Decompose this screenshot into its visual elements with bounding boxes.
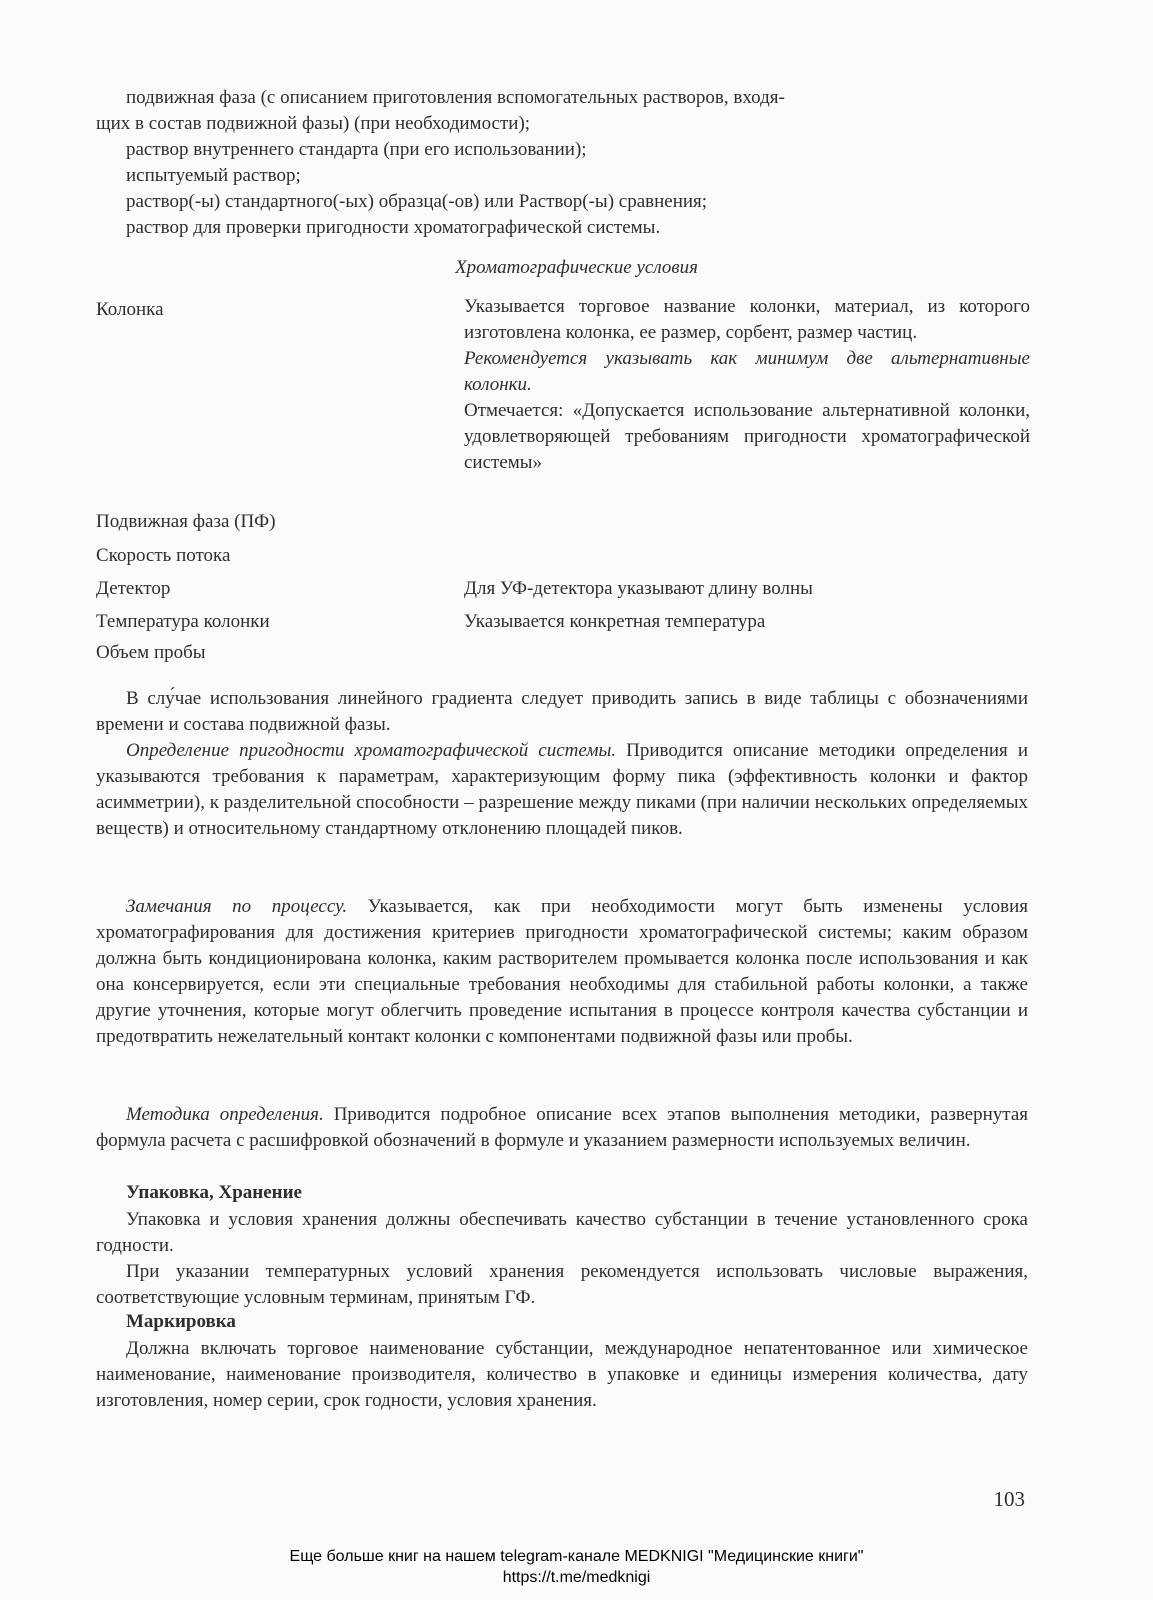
list-item: испытуемый раствор; xyxy=(126,165,301,186)
chrom-conditions-heading: Хроматографические условия xyxy=(455,257,698,278)
method-paragraph xyxy=(96,1102,1028,1154)
remarks-paragraph xyxy=(96,894,1028,1050)
footer-line-1: Еще больше книг на нашем telegram-канале MEDKNIGI "Медицинские книги" xyxy=(289,1548,864,1565)
list-item: подвижная фаза (с описанием приготовления вспомогательных растворов, входя- xyxy=(126,87,785,108)
column-note: Отмечается: «Допускается использование альтернативной колонки, удовлетворяющей требованиям пригодности хроматографической системы» xyxy=(464,400,1030,473)
packaging-paragraph-2: При указании температурных условий хранения рекомендуется использовать числовые выражения, соответствующие условным терминам, принятым ГФ. xyxy=(96,1261,1028,1308)
column-recommendation: Рекомендуется указывать как минимум две альтернативные колонки. xyxy=(464,348,1030,395)
intro-list xyxy=(96,85,1028,241)
method-title: Методика определения. xyxy=(126,1104,324,1125)
suitability-text: Приводится описание методики определения и указываются требования к параметрам, характеризующим форму пика (эффективность колонки и фактор асимметрии), к разделительной способности – разрешение между пиками (при наличии нескольких определяемых веществ) и относительному стандартному отклонению площадей пиков. xyxy=(96,740,1029,839)
detector-description: Для УФ-детектора указывают длину волны xyxy=(464,578,813,599)
gradient-paragraph: В слу́чае использования линейного градиента следует приводить запись в виде таблицы с обозначениями времени и состава подвижной фазы. xyxy=(96,688,1028,735)
suitability-paragraph xyxy=(96,738,1028,842)
list-item: щих в состав подвижной фазы) (при необходимости); xyxy=(96,113,531,134)
column-description xyxy=(464,294,1030,476)
method-text: Приводится подробное описание всех этапов выполнения методики, развернутая формула расчета с расшифровкой обозначений в формуле и указанием размерности используемых величин. xyxy=(96,1104,1028,1151)
labeling-heading: Маркировка xyxy=(126,1311,236,1332)
injection-volume-label: Объем пробы xyxy=(96,642,206,663)
temperature-description: Указывается конкретная температура xyxy=(464,611,766,632)
list-item: раствор для проверки пригодности хроматографической системы. xyxy=(126,217,661,238)
flow-rate-label: Скорость потока xyxy=(96,545,231,566)
column-desc-text: Указывается торговое название колонки, материал, из которого изготовлена колонка, ее размер, сорбент, размер частиц. xyxy=(464,296,1030,343)
footer-link[interactable]: https://t.me/medknigi xyxy=(502,1569,651,1586)
packaging-paragraph-1: Упаковка и условия хранения должны обеспечивать качество субстанции в течение установленного срока годности. xyxy=(96,1209,1028,1256)
column-label: Колонка xyxy=(96,299,164,320)
labeling-paragraph: Должна включать торговое наименование субстанции, международное непатентованное или химическое наименование, наименование производителя, количество в упаковке и единицы измерения количества, дату изготовления, номер серии, срок годности, условия хранения. xyxy=(96,1338,1028,1411)
mobile-phase-label: Подвижная фаза (ПФ) xyxy=(96,511,276,532)
list-item: раствор(-ы) стандартного(-ых) образца(-ов) или Раствор(-ы) сравнения; xyxy=(126,191,708,212)
temperature-label: Температура колонки xyxy=(96,611,270,632)
detector-label: Детектор xyxy=(96,578,171,599)
suitability-title: Определение пригодности хроматографической системы. xyxy=(126,740,617,761)
footer-promo xyxy=(0,1546,1153,1588)
list-item: раствор внутреннего стандарта (при его использовании); xyxy=(126,139,587,160)
remarks-title: Замечания по процессу. xyxy=(126,896,348,917)
page-number: 103 xyxy=(993,1487,1025,1511)
remarks-text: Указывается, как при необходимости могут быть изменены условия хроматографирования для достижения критериев пригодности хроматографической системы; каким образом должна быть кондиционирована колонка, каким растворителем промывается колонка после использования и как она консервируется, если эти специальные требования необходимы для стабильной работы колонки, а также другие уточнения, которые могут облегчить проведение испытания в процессе контроля качества субстанции и предотвратить нежелательный контакт колонки с компонентами подвижной фазы или пробы. xyxy=(96,896,1028,1047)
packaging-heading: Упаковка, Хранение xyxy=(126,1182,302,1203)
